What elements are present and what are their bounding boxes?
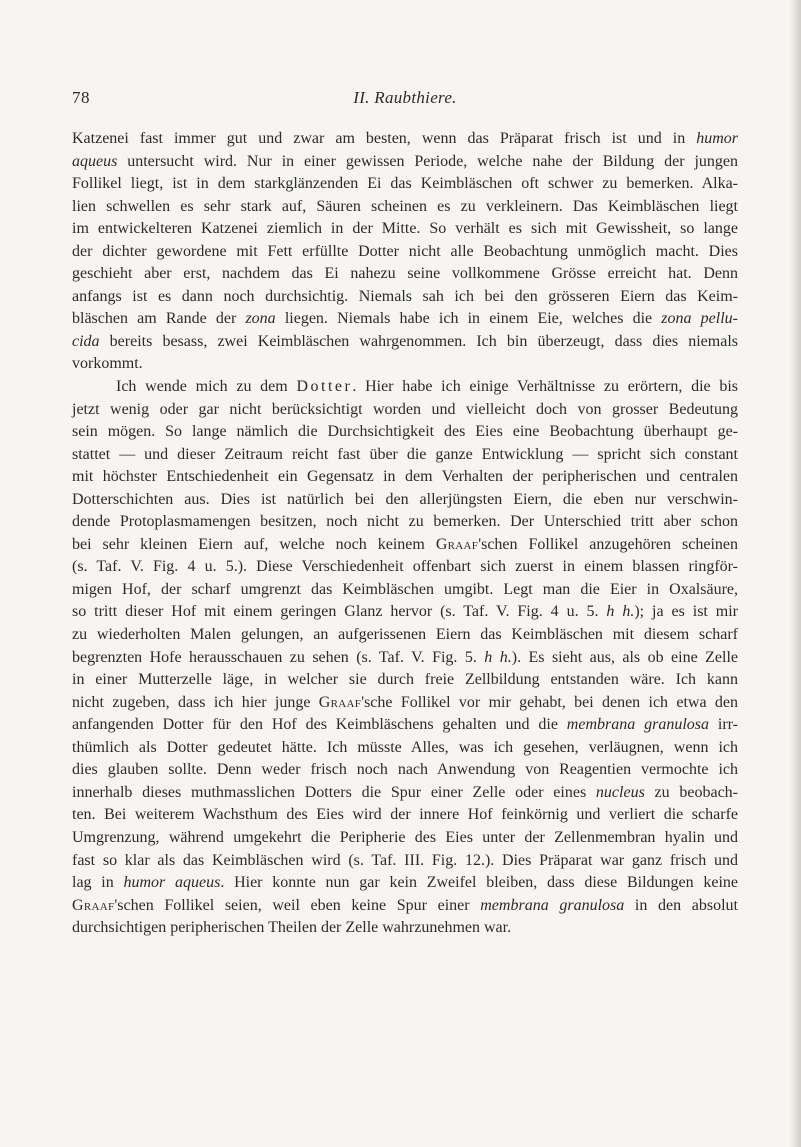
- text-line: [72, 263, 738, 286]
- italic-term: nucleus: [595, 783, 645, 801]
- text-run: 'schen Follikel seien, weil eben keine Spur einer: [114, 896, 481, 914]
- text-line: [72, 737, 738, 760]
- text-line: [72, 669, 738, 692]
- text-line: [72, 466, 738, 489]
- text-run: jetzt wenig oder gar nicht berücksichtigt worden und vielleicht doch von grosser Bedeutung: [72, 400, 738, 418]
- text-line: [72, 579, 738, 602]
- text-run: durchsichtigen peripherischen Theilen der Zelle wahrzunehmen war.: [72, 919, 512, 937]
- running-head: [72, 88, 738, 112]
- text-run: migen Hof, der scharf umgrenzt das Keimbläschen umgibt. Legt man die Eier in Oxalsäure,: [72, 580, 738, 598]
- text-run: im entwickelteren Katzenei ziemlich in der Mitte. So verhält es sich mit Gewissheit, so lange: [72, 220, 738, 238]
- text-run: irr-: [709, 716, 738, 734]
- text-run: 'sche Follikel vor mir gehabt, bei denen ich etwa den: [361, 693, 739, 711]
- text-line: [72, 827, 738, 850]
- italic-term: h h.: [484, 648, 512, 666]
- text-line: [72, 308, 738, 331]
- text-line: [72, 850, 738, 873]
- small-caps-name: Graaf: [435, 535, 479, 553]
- text-run: Katzenei fast immer gut und zwar am besten, wenn das Präparat frisch ist und in: [72, 130, 697, 147]
- text-line: [72, 692, 738, 715]
- text-run: ten. Bei weiterem Wachsthum des Eies wird der innere Hof feinkörnig und verliert die scharfe: [72, 806, 738, 824]
- text-run: Dotterschichten aus. Dies ist natürlich bei den allerjüngsten Eiern, die eben nur verschwin-: [72, 490, 738, 508]
- text-line: [72, 376, 738, 399]
- text-line: [72, 647, 738, 670]
- text-run: innerhalb dieses muthmasslichen Dotters die Spur einer Zelle oder eines: [72, 783, 596, 801]
- text-run: bereits besass, zwei Keimbläschen wahrgenommen. Ich bin überzeugt, dass dies niemals: [99, 332, 738, 350]
- text-line: [72, 601, 738, 624]
- text-run: ). Es sieht aus, als ob eine Zelle: [511, 648, 739, 666]
- text-line: [72, 196, 738, 219]
- text-line: [72, 353, 738, 376]
- text-line: [72, 399, 738, 422]
- text-run: in einer Mutterzelle läge, in welcher sie durch freie Zellbildung entstanden wäre. Ich kann: [72, 671, 738, 689]
- text-run: lien schwellen es sehr stark auf, Säuren scheinen es zu verkleinern. Das Keimbläschen liegt: [72, 197, 738, 215]
- text-run: 'schen Follikel anzugehören scheinen: [478, 535, 738, 553]
- body-text: [72, 128, 738, 940]
- text-line: [72, 556, 738, 579]
- text-run: anfangenden Dotter für den Hof des Keimbläschens gehalten und die: [72, 716, 567, 734]
- text-run: in den absolut: [624, 896, 738, 914]
- spaced-emphasis: Dotter: [296, 378, 353, 396]
- text-line: [72, 331, 738, 354]
- text-run: liegen. Niemals habe ich in einem Eie, welches die: [275, 310, 662, 328]
- text-run: (s. Taf. V. Fig. 4 u. 5.). Diese Verschiedenheit offenbart sich zuerst in einem blassen ringför-: [72, 558, 738, 576]
- page-edge-shadow: [789, 0, 801, 1147]
- text-run: bei sehr kleinen Eiern auf, welche noch keinem: [72, 535, 436, 553]
- small-caps-name: Graaf: [318, 693, 362, 711]
- text-run: stattet — und dieser Zeitraum reicht fast über die ganze Entwicklung — spricht sich constant: [72, 445, 738, 463]
- text-run: sein mögen. So lange nämlich die Durchsichtigkeit des Eies eine Beobachtung überhaupt ge-: [72, 423, 738, 441]
- text-line: [72, 286, 738, 309]
- italic-term: zona: [245, 310, 276, 328]
- page-number: 78: [72, 88, 90, 107]
- text-line: [72, 128, 738, 151]
- text-line: [72, 917, 738, 940]
- text-run: geschieht aber erst, nachdem das Ei nahezu seine vollkommene Grösse erreicht hat. Denn: [72, 265, 738, 283]
- text-run: . Hier konnte nun gar kein Zweifel bleiben, dass diese Bildungen keine: [220, 874, 739, 892]
- text-run: anfangs ist es dann noch durchsichtig. Niemals sah ich bei den grösseren Eiern das Keim-: [72, 287, 738, 305]
- italic-term: zona pellu-: [661, 310, 738, 328]
- text-run: bläschen am Rande der: [72, 310, 246, 328]
- text-line: [72, 489, 738, 512]
- text-run: . Hier habe ich einige Verhältnisse zu erörtern, die bis: [352, 378, 739, 396]
- italic-term: aqueus: [72, 152, 118, 170]
- text-line: [72, 804, 738, 827]
- text-run: lag in: [72, 874, 124, 892]
- text-run: vorkommt.: [72, 355, 143, 373]
- text-run: Ich wende mich zu dem: [116, 378, 297, 396]
- text-run: so tritt dieser Hof mit einem geringen Glanz hervor (s. Taf. V. Fig. 4 u. 5.: [72, 603, 607, 621]
- text-line: [72, 534, 738, 557]
- italic-term: membrana granulosa: [566, 716, 710, 734]
- text-line: [72, 624, 738, 647]
- text-run: nicht zugeben, dass ich hier junge: [72, 693, 319, 711]
- text-line: [72, 714, 738, 737]
- text-line: [72, 759, 738, 782]
- text-run: der dichter gewordene mit Fett erfüllte Dotter nicht alle Beobachtung unmöglich macht. Dies: [72, 242, 738, 260]
- italic-term: humor: [696, 130, 738, 147]
- italic-term: humor aqueus: [123, 874, 221, 892]
- text-run: thümlich als Dotter gedeutet hätte. Ich müsste Alles, was ich gesehen, verläugnen, wenn ich: [72, 738, 738, 756]
- small-caps-name: Graaf: [72, 896, 115, 914]
- text-run: Follikel liegt, ist in dem starkglänzenden Ei das Keimbläschen oft schwer zu bemerken. Alka-: [72, 175, 738, 193]
- text-run: ); ja es ist mir: [634, 603, 739, 621]
- text-line: [72, 151, 738, 174]
- text-line: [72, 421, 738, 444]
- text-run: fast so klar als das Keimbläschen wird (s. Taf. III. Fig. 12.). Dies Präparat war ganz frisch und: [72, 851, 738, 869]
- italic-term: cida: [72, 332, 100, 350]
- text-line: [72, 173, 738, 196]
- italic-term: membrana granulosa: [480, 896, 625, 914]
- text-run: zu wiederholten Malen gelungen, an aufgerissenen Eiern das Keimbläschen mit diesem scharf: [72, 626, 738, 644]
- text-line: [72, 782, 738, 805]
- text-line: [72, 218, 738, 241]
- text-run: mit höchster Entschiedenheit ein Gegensatz in dem Verhalten der peripherischen und centralen: [72, 468, 738, 486]
- text-run: Umgrenzung, während umgekehrt die Peripherie des Eies unter der Zellenmembran hyalin und: [72, 828, 738, 846]
- text-line: [72, 241, 738, 264]
- text-run: zu beobach-: [644, 783, 739, 801]
- text-line: [72, 444, 738, 467]
- text-line: [72, 872, 738, 895]
- text-run: untersucht wird. Nur in einer gewissen Periode, welche nahe der Bildung der jungen: [117, 152, 738, 170]
- italic-term: h h.: [606, 603, 635, 621]
- text-line: [72, 895, 738, 918]
- text-run: dies glauben sollte. Denn weder frisch noch nach Anwendung von Reagentien vermochte ich: [72, 761, 738, 779]
- text-run: begrenzten Hofe herausschauen zu sehen (s. Taf. V. Fig. 5.: [72, 648, 485, 666]
- chapter-title: II. Raubthiere.: [353, 88, 457, 107]
- text-run: dende Protoplasmamengen besitzen, noch nicht zu bemerken. Der Unterschied tritt aber schon: [72, 513, 738, 531]
- text-line: [72, 511, 738, 534]
